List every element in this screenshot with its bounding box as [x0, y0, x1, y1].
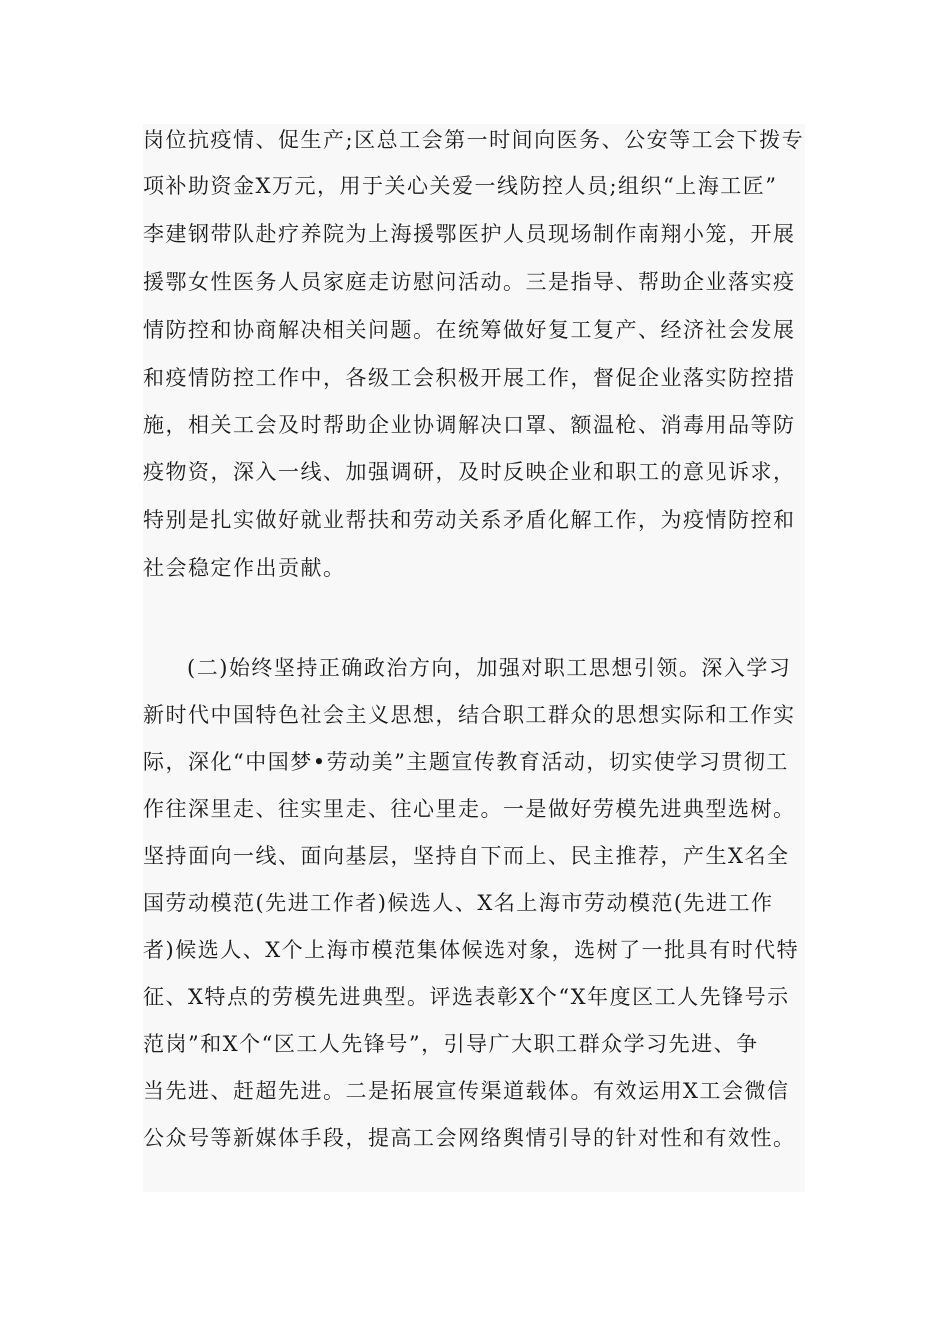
- text-line: 坚持面向一线、面向基层，坚持自下而上、民主推荐，产生X名全: [143, 844, 790, 868]
- text-line: 际，深化“中国梦•劳动美”主题宣传教育活动，切实使学习贯彻工: [143, 750, 789, 774]
- text-line: 疫物资，深入一线、加强调研，及时反映企业和职工的意见诉求，: [143, 460, 796, 484]
- text-line: 李建钢带队赴疗养院为上海援鄂医护人员现场制作南翔小笼，开展: [143, 222, 796, 246]
- body-text: [143, 124, 805, 1192]
- text-line: 范岗”和X个“区工人先锋号”，引导广大职工群众学习先进、争: [143, 1032, 759, 1056]
- text-line: 者)候选人、X个上海市模范集体候选对象，选树了一批具有时代特: [143, 938, 800, 962]
- text-line: 情防控和协商解决相关问题。在统筹做好复工复产、经济社会发展: [143, 318, 796, 342]
- text-line: 当先进、赶超先进。二是拓展宣传渠道载体。有效运用X工会微信: [143, 1079, 790, 1103]
- text-line: 施，相关工会及时帮助企业协调解决口罩、额温枪、消毒用品等防: [143, 413, 796, 437]
- text-line: 作往深里走、往实里走、往心里走。一是做好劳模先进典型选树。: [143, 797, 796, 821]
- text-line: 岗位抗疫情、促生产;区总工会第一时间向医务、公安等工会下拨专: [143, 128, 805, 152]
- paragraph-heading-line: (二)始终坚持正确政治方向，加强对职工思想引领。深入学习: [187, 656, 792, 680]
- text-line: 社会稳定作出贡献。: [143, 556, 346, 580]
- text-line: 特别是扎实做好就业帮扶和劳动关系矛盾化解工作，为疫情防控和: [143, 508, 796, 532]
- text-line: 新时代中国特色社会主义思想，结合职工群众的思想实际和工作实: [143, 703, 796, 727]
- text-line: 国劳动模范(先进工作者)候选人、X名上海市劳动模范(先进工作: [143, 891, 774, 915]
- text-line: 和疫情防控工作中，各级工会积极开展工作，督促企业落实防控措: [143, 366, 796, 390]
- text-line: 援鄂女性医务人员家庭走访慰问活动。三是指导、帮助企业落实疫: [143, 270, 796, 294]
- text-line: 项补助资金X万元，用于关心关爱一线防控人员;组织“上海工匠”: [143, 174, 778, 198]
- text-line: 公众号等新媒体手段，提高工会网络舆情引导的针对性和有效性。: [143, 1126, 796, 1150]
- text-line: 征、X特点的劳模先进典型。评选表彰X个“X年度区工人先锋号示: [143, 985, 790, 1009]
